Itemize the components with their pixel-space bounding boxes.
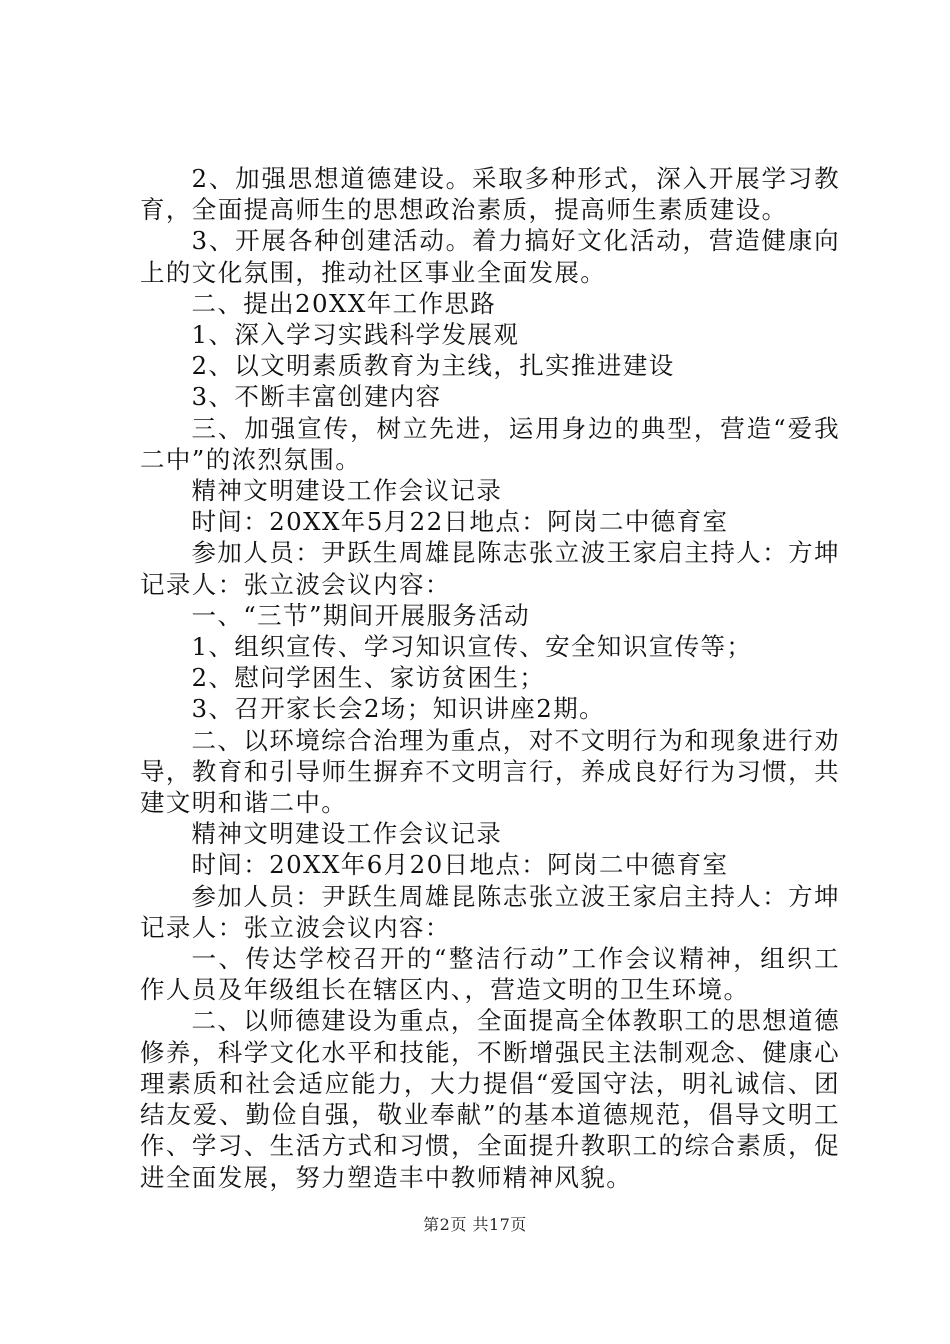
meeting-time: 时间：20XX年5月22日地点：阿岗二中德育室 xyxy=(191,507,729,537)
paragraph: 二、以师德建设为重点，全面提高全体教职工的思想道德修养，科学文化水平和技能，不断增强民主法制观念、健康心理素质和社会适应能力，大力提倡“爱国守法，明礼诚信、团结友爱、勤俭自强，敬业奉献”的基本道德规范，倡导文明工作、学习、生活方式和习惯，全面提升教职工的综合素质，促进全面发展，努力塑造丰中教师精神风貌。 xyxy=(140,1006,840,1192)
list-item: 2、慰问学困生、家访贫困生； xyxy=(191,663,546,693)
meeting-attendees: 参加人员：尹跃生周雄昆陈志张立波王家启主持人：方坤记录人：张立波会议内容： xyxy=(140,538,840,599)
section-heading: 二、提出20XX年工作思路 xyxy=(191,288,497,318)
list-item: 3、召开家长会2场；知识讲座2期。 xyxy=(191,694,605,724)
meeting-title: 精神文明建设工作会议记录 xyxy=(191,476,503,506)
list-item: 1、组织宣传、学习知识宣传、安全知识宣传等； xyxy=(191,632,753,662)
meeting-title: 精神文明建设工作会议记录 xyxy=(191,819,503,849)
paragraph: 三、加强宣传，树立先进，运用身边的典型，营造“爱我二中”的浓烈氛围。 xyxy=(140,413,840,474)
document-body xyxy=(140,163,840,1193)
list-item: 3、不断丰富创建内容 xyxy=(191,382,442,412)
section-heading: 一、“三节”期间开展服务活动 xyxy=(191,600,531,630)
meeting-attendees: 参加人员：尹跃生周雄昆陈志张立波王家启主持人：方坤记录人：张立波会议内容： xyxy=(140,881,840,942)
list-item: 1、深入学习实践科学发展观 xyxy=(191,320,520,350)
page-number-footer: 第2页 共17页 xyxy=(423,1215,527,1234)
meeting-time: 时间：20XX年6月20日地点：阿岗二中德育室 xyxy=(191,850,729,880)
paragraph: 3、开展各种创建活动。着力搞好文化活动，营造健康向上的文化氛围，推动社区事业全面发展。 xyxy=(140,226,840,287)
list-item: 2、以文明素质教育为主线，扎实推进建设 xyxy=(191,351,675,381)
paragraph: 一、传达学校召开的“整洁行动”工作会议精神，组织工作人员及年级组长在辖区内、，营造文明的卫生环境。 xyxy=(140,944,840,1005)
paragraph: 2、加强思想道德建设。采取多种形式，深入开展学习教育，全面提高师生的思想政治素质，提高师生素质建设。 xyxy=(140,164,840,225)
paragraph: 二、以环境综合治理为重点，对不文明行为和现象进行劝导，教育和引导师生摒弃不文明言行，养成良好行为习惯，共建文明和谐二中。 xyxy=(140,725,840,818)
